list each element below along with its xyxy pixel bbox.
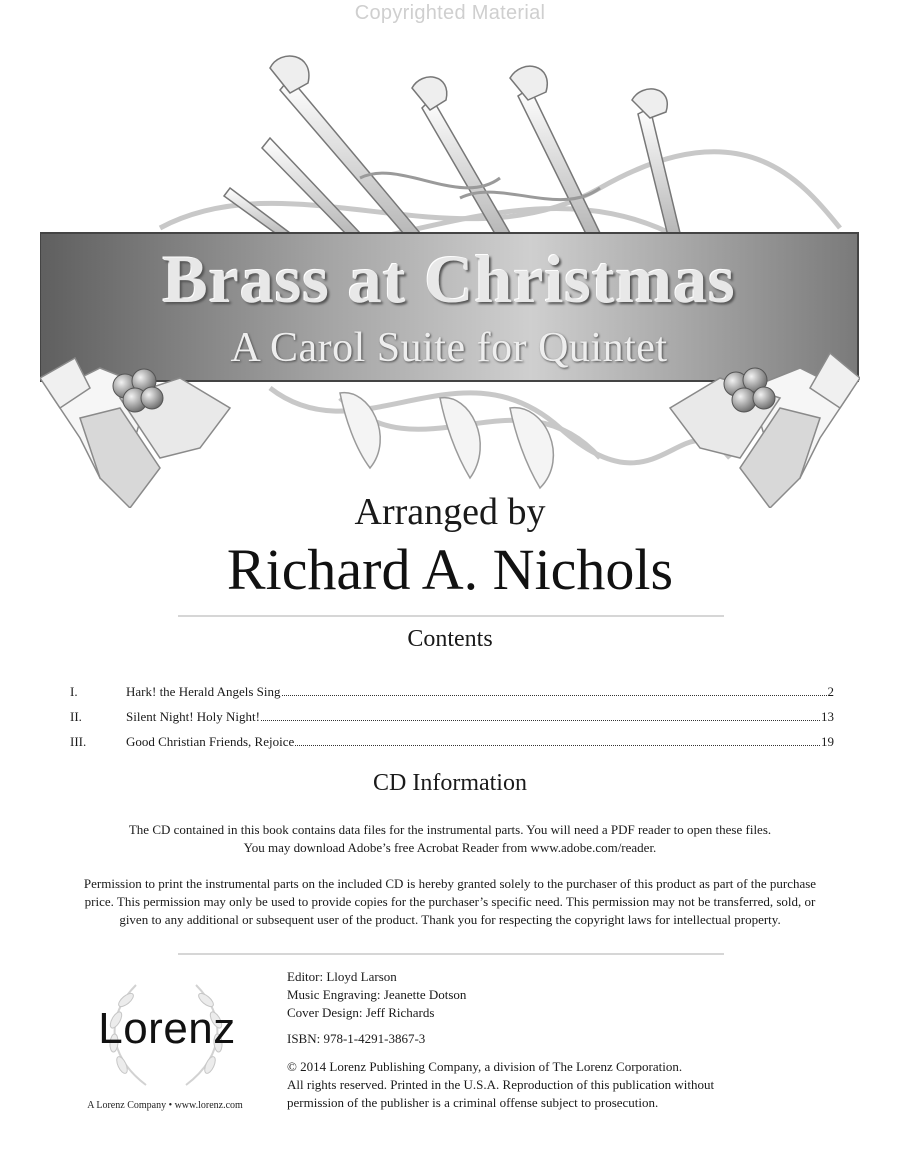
toc-row (70, 730, 834, 750)
divider-top (178, 615, 724, 617)
publisher-logo: Lorenz (98, 1004, 236, 1053)
cover-design-credit: Cover Design: Jeff Richards (287, 1005, 435, 1020)
toc-number: II. (70, 709, 82, 724)
permission-line: Permission to print the instrumental parts on the included CD is hereby granted solely to the purchaser of this product as part of the purchase (83, 876, 817, 891)
toc-leader-dots (295, 745, 820, 746)
permission-paragraph (30, 875, 870, 929)
copyright-line: All rights reserved. Printed in the U.S.A. Reproduction of this publication without (287, 1077, 715, 1092)
toc-number: I. (70, 684, 78, 699)
divider-bottom (178, 953, 724, 955)
toc-title: Hark! the Herald Angels Sing (126, 684, 281, 699)
contents-heading: Contents (407, 626, 493, 652)
toc-row (70, 705, 834, 725)
permission-line: given to any additional or subsequent user of the product. Thank you for respecting the copyright laws for intellectual property. (119, 912, 781, 927)
arranged-by-label: Arranged by (354, 491, 546, 533)
permission-line: price. This permission may only be used to provide copies for the purchaser’s specific need. This permission may not be transferred, sold, or (84, 894, 816, 909)
toc-leader-dots (261, 720, 820, 721)
copyright-line: permission of the publisher is a criminal offense subject to prosecution. (287, 1095, 659, 1110)
isbn: ISBN: 978-1-4291-3867-3 (287, 1031, 426, 1046)
toc-row (70, 680, 834, 700)
toc-page-number: 13 (821, 709, 834, 724)
copyright-watermark: Copyrighted Material (354, 2, 546, 24)
toc-page-number: 19 (821, 734, 834, 749)
cd-information-heading: CD Information (373, 770, 527, 796)
toc-page-number: 2 (827, 684, 834, 699)
arranger-name: Richard A. Nichols (226, 537, 674, 602)
cd-info-line: The CD contained in this book contains data files for the instrumental parts. You will need a PDF reader to open these files. (128, 822, 772, 837)
toc-title: Silent Night! Holy Night! (126, 709, 260, 724)
book-subtitle: A Carol Suite for Quintet (230, 325, 668, 371)
engraving-credit: Music Engraving: Jeanette Dotson (287, 987, 467, 1002)
copyright-line: © 2014 Lorenz Publishing Company, a division of The Lorenz Corporation. (287, 1059, 683, 1074)
cd-info-paragraph (30, 821, 870, 857)
copyright-notice (287, 1058, 714, 1112)
publisher-tagline: A Lorenz Company • www.lorenz.com (87, 1100, 243, 1111)
toc-leader-dots (282, 695, 827, 696)
cd-info-line: You may download Adobe’s free Acrobat Reader from www.adobe.com/reader. (243, 840, 657, 855)
book-title: Brass at Christmas (162, 241, 736, 317)
toc-title: Good Christian Friends, Rejoice (126, 734, 295, 749)
toc-number: III. (70, 734, 87, 749)
editor-credit: Editor: Lloyd Larson (287, 969, 397, 984)
